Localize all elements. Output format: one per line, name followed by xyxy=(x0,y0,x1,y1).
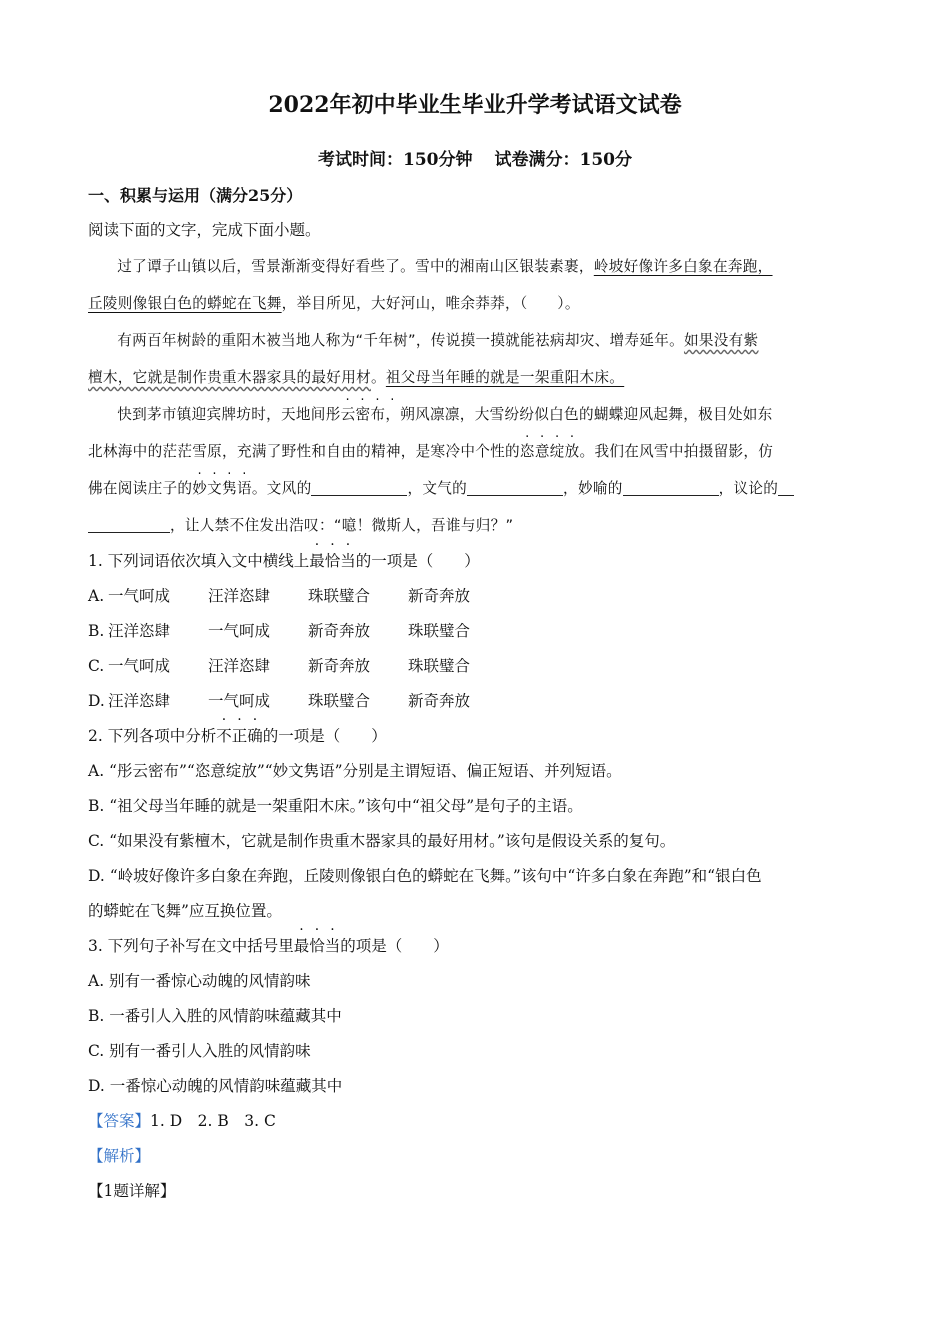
dotted-phrase xyxy=(326,406,386,423)
question-1-stem: 1. 下列词语依次填入文中横线上最恰当的一项是（ ） xyxy=(88,552,480,570)
question-3-option-a[interactable]: A. 别有一番惊心动魄的风情韵味 xyxy=(88,972,311,990)
emphasis-char: 恰 xyxy=(309,937,325,955)
question-2-stem: 2. 下列各项中分析不正确的一项是（ ） xyxy=(88,727,387,745)
passage-p3-line3: 佛在阅读庄子的妙文隽语。文风的 ，文气的 ，妙喻的 ，议论的 xyxy=(88,470,862,507)
emphasis-char: 绽 xyxy=(549,443,565,460)
emphasis-char: 不 xyxy=(216,727,232,745)
emphasis-char: 语 xyxy=(236,480,252,497)
emphasis-char: 密 xyxy=(355,406,371,423)
underlined-sentence: 岭坡好像许多白象在奔跑， xyxy=(593,258,773,275)
dotted-phrase xyxy=(520,443,580,460)
passage-p2-line1: 有两百年树龄的重阳木被当地人称为“千年树”，传说摸一摸就能祛病却灾、增寿延年。如果没有紫 xyxy=(117,332,759,349)
exam-full-score: 试卷满分：150分 xyxy=(494,150,632,170)
emphasis-char: 正 xyxy=(231,727,248,745)
question-2-option-c[interactable]: C. “如果没有紫檀木，它就是制作贵重木器家具的最好用材。”该句是假设关系的复句。 xyxy=(88,832,676,850)
emphasis-char: 当 xyxy=(340,552,356,570)
emphasis-char: 妙 xyxy=(192,480,208,497)
fill-blank-3[interactable] xyxy=(623,480,719,496)
emphasis-char: 隽 xyxy=(222,480,237,497)
answer-value: 1. D 2. B 3. C xyxy=(150,1112,276,1130)
underlined-sentence: 丘陵则像银白色的蟒蛇在飞舞 xyxy=(88,295,282,312)
emphasis-char: 最 xyxy=(293,937,310,955)
passage-p3-line2: 北林海中的茫茫雪原，充满了野性和自由的精神，是寒冷中个性的恣意绽放。我们在风雪中拍摄留影，仿 xyxy=(88,443,774,460)
answer-line xyxy=(88,1104,862,1139)
dotted-phrase xyxy=(192,480,252,497)
wavy-underlined-sentence: 如果没有紫 xyxy=(683,332,759,349)
passage-p1-line1: 过了谭子山镇以后，雪景渐渐变得好看些了。雪中的湘南山区银装素裹，岭坡好像许多白象在奔跑， xyxy=(117,258,773,275)
question-1-option-a[interactable]: A. 一气呵成 汪洋恣肆 珠联璧合 新奇奔放 xyxy=(88,587,471,605)
detail-label: 【1题详解】 xyxy=(88,1182,176,1200)
emphasis-char: 布 xyxy=(370,406,386,423)
dotted-phrase xyxy=(294,937,341,955)
emphasis-char: 放 xyxy=(564,443,580,460)
dotted-phrase xyxy=(216,727,263,745)
section-intro: 阅读下面的文字，完成下面小题。 xyxy=(88,221,321,239)
exam-content xyxy=(88,178,862,1209)
question-3-option-b[interactable]: B. 一番引人入胜的风情韵味蕴藏其中 xyxy=(88,1007,342,1025)
question-3-option-c[interactable]: C. 别有一番引人入胜的风情韵味 xyxy=(88,1042,311,1060)
fill-blank-1[interactable] xyxy=(311,480,407,496)
question-2-option-d[interactable]: D. “岭坡好像许多白象在奔跑，丘陵则像银白色的蟒蛇在飞舞。”该句中“许多白象在奔跑”和“银白色 xyxy=(88,867,762,885)
fill-blank-4[interactable] xyxy=(778,480,794,496)
question-1-option-b[interactable]: B. 汪洋恣肆 一气呵成 新奇奔放 珠联璧合 xyxy=(88,622,471,640)
emphasis-char: 确 xyxy=(247,727,263,745)
emphasis-char: 文 xyxy=(207,480,223,497)
emphasis-char: 最 xyxy=(309,552,325,570)
question-3-option-d[interactable]: D. 一番惊心动魄的风情韵味蕴藏其中 xyxy=(88,1077,343,1095)
page-title: 2022年初中毕业生毕业升学考试语文试卷 xyxy=(268,92,682,118)
question-3-stem: 3. 下列句子补写在文中括号里最恰当的项是（ ） xyxy=(88,937,449,955)
wavy-underlined-sentence: 檀木，它就是制作贵重木器家具的最好用材 xyxy=(88,369,371,386)
underlined-sentence: 祖父母当年睡的就是一架重阳木床。 xyxy=(385,369,625,386)
answer-label: 【答案】 xyxy=(88,1112,151,1130)
emphasis-char: 云 xyxy=(340,406,356,423)
dotted-phrase xyxy=(309,552,356,570)
emphasis-char: 恰 xyxy=(324,552,341,570)
exam-time: 考试时间：150分钟 xyxy=(318,150,473,170)
passage-p2-line2: 檀木，它就是制作贵重木器家具的最好用材。祖父母当年睡的就是一架重阳木床。 xyxy=(88,369,625,386)
question-2-option-b[interactable]: B. “祖父母当年睡的就是一架重阳木床。”该句中“祖父母”是句子的主语。 xyxy=(88,797,583,815)
fill-blank-4-cont[interactable] xyxy=(88,517,170,533)
passage-p3-line1: 快到茅市镇迎宾牌坊时，天地间彤云密布，朔风凛凛，大雪纷纷似白色的蝴蝶迎风起舞，极目处如东 xyxy=(117,406,773,423)
passage-p3-line4: ，让人禁不住发出浩叹：“噫！微斯人，吾谁与归？” xyxy=(88,507,862,544)
exam-info xyxy=(0,145,950,170)
question-2-option-d-cont[interactable]: 的蟒蛇在飞舞”应互换位置。 xyxy=(88,902,282,920)
emphasis-char: 意 xyxy=(534,443,550,460)
emphasis-char: 恣 xyxy=(519,443,535,460)
question-1-option-c[interactable]: C. 一气呵成 汪洋恣肆 新奇奔放 珠联璧合 xyxy=(88,657,471,675)
question-1-option-d[interactable]: D. 汪洋恣肆 一气呵成 珠联璧合 新奇奔放 xyxy=(88,692,471,710)
section-heading: 一、积累与运用（满分25分） xyxy=(88,186,303,205)
passage-p1-line2: 丘陵则像银白色的蟒蛇在飞舞，举目所见，大好河山，唯余莽莽，（ ）。 xyxy=(88,295,580,312)
fill-blank-2[interactable] xyxy=(467,480,563,496)
question-2-option-a[interactable]: A. “彤云密布”“恣意绽放”“妙文隽语”分别是主谓短语、偏正短语、并列短语。 xyxy=(88,762,622,780)
emphasis-char: 当 xyxy=(324,937,341,955)
emphasis-char: 彤 xyxy=(325,406,341,423)
analysis-label: 【解析】 xyxy=(88,1147,151,1165)
